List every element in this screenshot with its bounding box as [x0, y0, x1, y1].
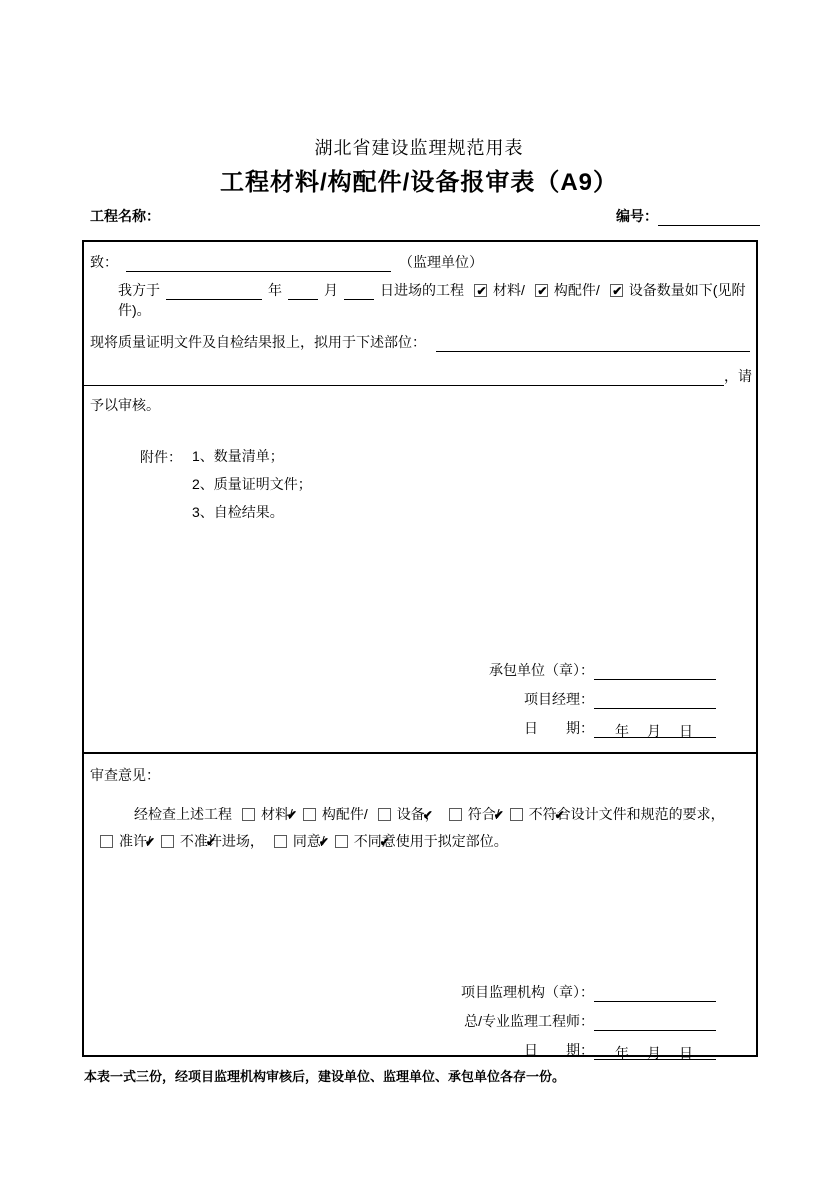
contractor-sign-block [489, 651, 716, 738]
continuation-field[interactable] [84, 369, 724, 386]
review-date-label: 日 期： [524, 1042, 594, 1058]
material-checkbox[interactable] [474, 284, 487, 297]
chief-engineer-label: 总/专业监理工程师： [464, 1013, 594, 1029]
year-label: 年 [268, 282, 282, 298]
attachments-label: 附件： [140, 449, 182, 465]
contractor-date-label: 日 期： [524, 720, 594, 736]
month-label: 月 [324, 282, 338, 298]
component-checkbox[interactable] [535, 284, 548, 297]
attachment-item: 1、数量清单； [192, 448, 284, 464]
review-date-field[interactable]: 年 月 日 [594, 1043, 716, 1060]
no-permit-checkbox[interactable] [161, 835, 174, 848]
supervisor-sign-block [461, 973, 716, 1060]
permit-label: 准许/ [119, 833, 151, 849]
attachment-item: 2、质量证明文件； [192, 476, 312, 492]
entry-day-field[interactable] [344, 283, 374, 300]
attachment-item: 3、自检结果。 [192, 504, 284, 520]
form-title: 工程材料/构配件/设备报审表（A9） [219, 169, 618, 196]
attachments-list [192, 447, 312, 531]
entry-month-field[interactable] [288, 283, 318, 300]
entry-row [118, 280, 750, 320]
please-suffix: ，请 [724, 368, 752, 384]
footer-note: 本表一式三份，经项目监理机构审核后，建设单位、监理单位、承包单位各存一份。 [84, 1069, 566, 1084]
project-manager-field[interactable] [594, 692, 716, 709]
component-checkbox-label: 构配件/ [553, 282, 600, 298]
supervision-unit-suffix: （监理单位） [399, 254, 483, 270]
docs-row [90, 332, 750, 352]
serial-field[interactable] [658, 209, 760, 226]
equipment-checkbox[interactable] [610, 284, 623, 297]
material-checkbox-label: 材料/ [493, 282, 525, 298]
org-title: 湖北省建设监理规范用表 [314, 138, 524, 158]
target-position-field[interactable] [436, 335, 750, 352]
apply-section [84, 252, 756, 754]
review-material-checkbox[interactable] [242, 808, 255, 821]
supervision-org-field[interactable] [594, 985, 716, 1002]
review-equipment-label: 设备， [396, 806, 439, 822]
meta-row [90, 206, 760, 226]
contractor-unit-field[interactable] [594, 663, 716, 680]
nonconform-label: 不符合设计文件和规范的要求， [528, 806, 725, 822]
chief-engineer-field[interactable] [594, 1014, 716, 1031]
to-label: 致： [90, 254, 118, 270]
agree-label: 同意/ [292, 833, 325, 849]
supervision-unit-field[interactable] [126, 255, 391, 272]
continuation-row [84, 366, 756, 386]
review-component-checkbox[interactable] [303, 808, 316, 821]
agree-checkbox[interactable] [274, 835, 287, 848]
docs-line-label: 现将质量证明文件及自检结果报上，拟用于下述部位： [90, 334, 426, 350]
attachments-block [140, 447, 756, 531]
review-equipment-checkbox[interactable] [378, 808, 391, 821]
review-paragraph [90, 801, 750, 855]
nonconform-checkbox[interactable] [510, 808, 523, 821]
contractor-date-field[interactable]: 年 月 日 [594, 721, 716, 738]
conform-label: 符合/ [467, 806, 500, 822]
project-manager-label: 项目经理： [524, 691, 594, 707]
disagree-checkbox[interactable] [335, 835, 348, 848]
review-intro: 经检查上述工程 [134, 806, 232, 822]
no-permit-label: 不准许进场， [179, 833, 264, 849]
equipment-checkbox-label: 设备数量如下(见附件)。 [118, 282, 746, 318]
permit-checkbox[interactable] [100, 835, 113, 848]
conform-checkbox[interactable] [449, 808, 462, 821]
review-material-label: 材料/ [261, 806, 293, 822]
review-component-label: 构配件/ [321, 806, 368, 822]
entry-prefix: 我方于 [118, 282, 160, 298]
to-row [90, 252, 750, 272]
review-section [84, 765, 756, 1074]
contractor-unit-label: 承包单位（章）： [489, 662, 594, 678]
supervision-org-label: 项目监理机构（章）： [461, 984, 594, 1000]
serial-label: 编号： [616, 208, 658, 224]
disagree-label: 不同意使用于拟定部位。 [353, 833, 508, 849]
entry-year-field[interactable] [166, 283, 262, 300]
form-box [82, 240, 758, 1061]
review-title: 审查意见： [90, 767, 160, 783]
project-name-label: 工程名称： [90, 208, 160, 224]
day-label: 日进场的工程 [380, 282, 464, 298]
approve-line: 予以审核。 [90, 397, 160, 413]
